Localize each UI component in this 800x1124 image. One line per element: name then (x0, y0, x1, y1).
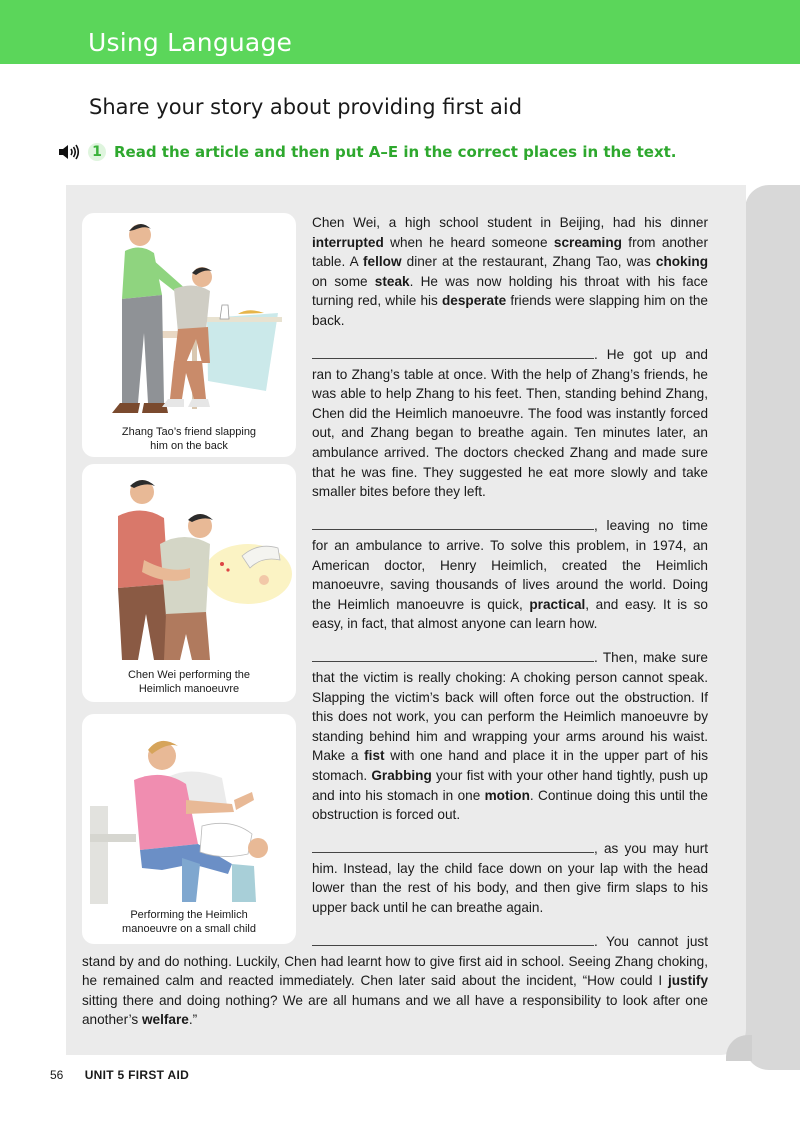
article-paragraph-3: , leaving no time for an ambulance to arrive. To solve this problem, in 1974, an American doctor, Henry Heimlich, created the Heimlich manoeuvre, saving thousands of lives around the world. Doing the Heimlich manoeuvre is quick, practical, and easy. It is so easy, in fact, that almost anyone can learn how. (312, 518, 708, 632)
vocab-word: desperate (441, 293, 507, 309)
speaker-icon[interactable] (58, 143, 80, 161)
page-footer (50, 1068, 189, 1082)
answer-blank[interactable] (312, 842, 594, 853)
answer-blank[interactable] (312, 935, 594, 946)
caption-line: manoeuvre on a small child (122, 923, 256, 935)
vocab-word: fellow (363, 254, 402, 270)
caption-line: Zhang Tao’s friend slapping (121, 426, 257, 438)
vocab-word: steak (374, 273, 410, 289)
answer-blank[interactable] (312, 651, 594, 662)
caption-line: Chen Wei performing the (127, 669, 251, 681)
caption-line: Performing the Heimlich (130, 909, 248, 921)
section-title: Using Language (88, 28, 293, 57)
vocab-word: screaming (553, 234, 622, 250)
article-paragraph-5: , as you may hurt him. Instead, lay the child face down on your lap with the head lower than the rest of his body, and then give firm slaps to his upper back until he can breathe again. (312, 841, 708, 915)
unit-label: UNIT 5 FIRST AID (84, 1068, 190, 1082)
page-edge-tab (745, 185, 800, 1070)
illustration-float-spacer (82, 213, 312, 943)
page-number: 56 (50, 1068, 64, 1082)
exercise-number-badge: 1 (88, 143, 106, 161)
vocab-word: practical (529, 596, 586, 612)
article-paragraph-6: . You cannot just stand by and do nothing. Luckily, Chen had learnt how to give first aid in school. Seeing Zhang choking, he remained calm and reacted immediately. Chen later said about the incident, “How could I justify sitting there and doing nothing? We are all humans and we all have a responsibility to look after one another’s welfare.” (82, 934, 708, 1028)
vocab-word: fist (364, 748, 385, 764)
article-paragraph-4: . Then, make sure that the victim is really choking: A choking person cannot speak. Slapping the victim’s back will often force out the obstruction. If this does not work, you can perform the Heimlich manoeuvre by standing behind him and wrapping your arms around his waist. Make a fist with one hand and place it in the upper part of his stomach. Grabbing your fist with your other hand tightly, push up and into his stomach in one motion. Continue doing this until the obstruction is forced out. (312, 650, 708, 823)
article-paragraph-1: Chen Wei, a high school student in Beijing, had his dinner interrupted when he heard someone screaming from another table. A fellow diner at the restaurant, Zhang Tao, was choking on some steak. He was now holding his throat with his face turning red, while his desperate friends were slapping him on the back. (312, 215, 709, 328)
article-body (82, 213, 708, 1045)
vocab-word: choking (655, 254, 709, 270)
exercise-instruction: Read the article and then put A–E in the correct places in the text. (114, 143, 677, 161)
article-paragraph-2: . He got up and ran to Zhang’s table at once. With the help of Zhang’s friends, he was able to help Zhang to his feet. Then, standing behind Zhang, Chen did the Heimlich manoeuvre. The food was instantly forced out, and Zhang began to breathe again. Ten minutes later, an ambulance arrived. The doctors checked Zhang and made sure that he was fine. They suggested he eat more slowly and take smaller bites before they left. (312, 347, 708, 500)
vocab-word: motion (484, 787, 530, 803)
answer-blank[interactable] (312, 519, 594, 530)
page-title: Share your story about providing first aid (89, 95, 523, 119)
vocab-word: interrupted (312, 234, 384, 250)
answer-blank[interactable] (312, 348, 594, 359)
vocab-word: welfare (141, 1012, 189, 1028)
caption-line: Heimlich manoeuvre (138, 683, 240, 695)
vocab-word: justify (667, 973, 708, 989)
exercise-instruction-row (58, 142, 677, 162)
caption-line: him on the back (150, 440, 228, 452)
vocab-word: Grabbing (371, 767, 432, 783)
